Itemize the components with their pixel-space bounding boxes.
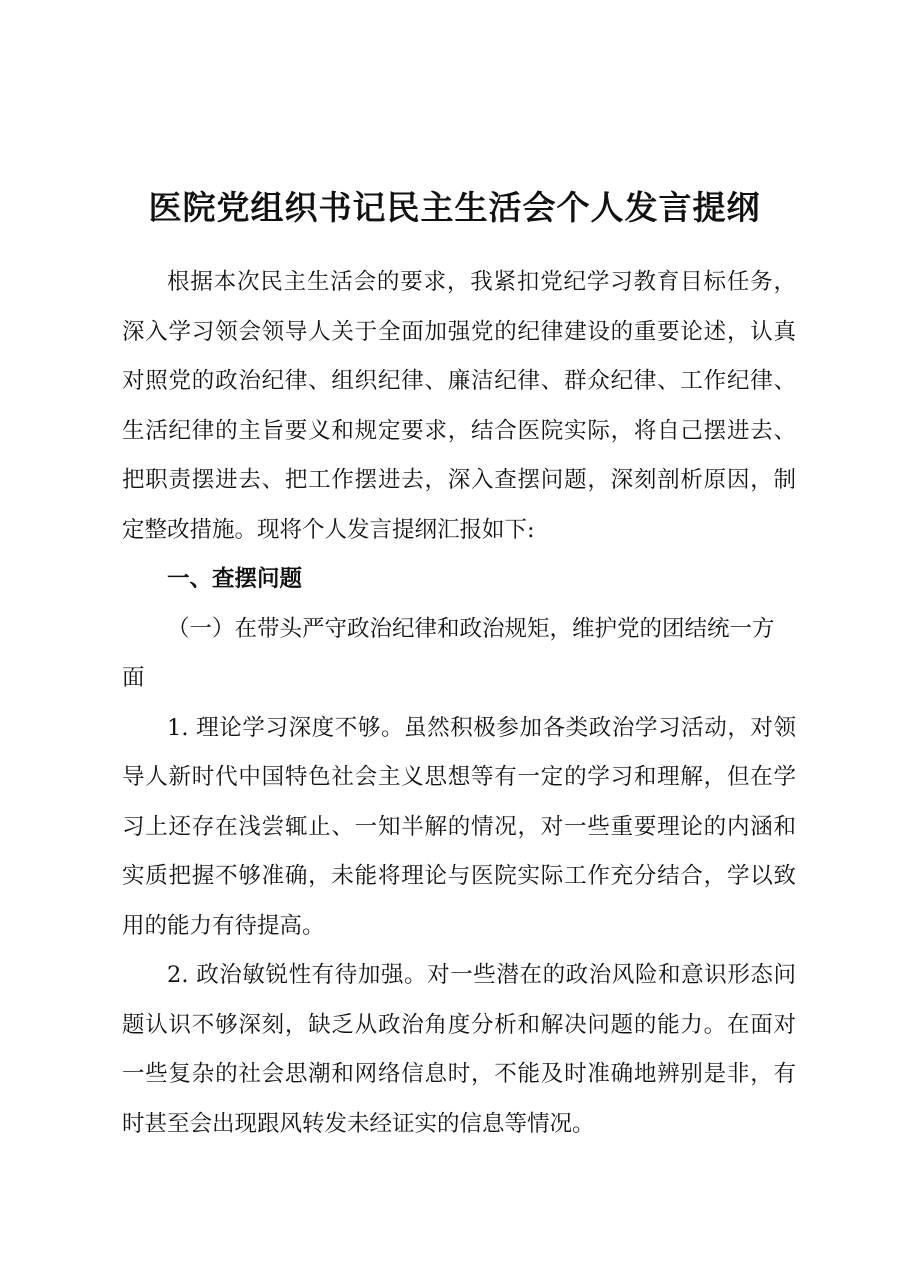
item-paragraph-theory-study: 1. 理论学习深度不够。虽然积极参加各类政治学习活动，对领导人新时代中国特色社会主义思想等有一定的学习和理解，但在学习上还存在浅尝辄止、一知半解的情况，对一些重要理论的内涵和实质把握不够准确，未能将理论与医院实际工作充分结合，学以致用的能力有待提高。 <box>122 714 796 939</box>
item-paragraph-political-sensitivity: 2. 政治敏锐性有待加强。对一些潜在的政治风险和意识形态问题认识不够深刻，缺乏从政治角度分析和解决问题的能力。在面对一些复杂的社会思潮和网络信息时，不能及时准确地辨别是非，有时甚至会出现跟风转发未经证实的信息等情况。 <box>122 962 796 1137</box>
subsection-heading-political-discipline: （一）在带头严守政治纪律和政治规矩，维护党的团结统一方面 <box>122 615 775 691</box>
intro-paragraph: 根据本次民主生活会的要求，我紧扣党纪学习教育目标任务，深入学习领会领导人关于全面加强党的纪律建设的重要论述，认真对照党的政治纪律、组织纪律、廉洁纪律、群众纪律、工作纪律、生活纪律的主旨要义和规定要求，结合医院实际，将自己摆进去、把职责摆进去、把工作摆进去，深入查摆问题，深刻剖析原因，制定整改措施。现将个人发言提纲汇报如下: <box>122 269 796 543</box>
section-heading-problems: 一、查摆问题 <box>167 566 303 592</box>
document-title: 医院党组织书记民主生活会个人发言提纲 <box>148 188 761 227</box>
document-body <box>122 258 796 1149</box>
